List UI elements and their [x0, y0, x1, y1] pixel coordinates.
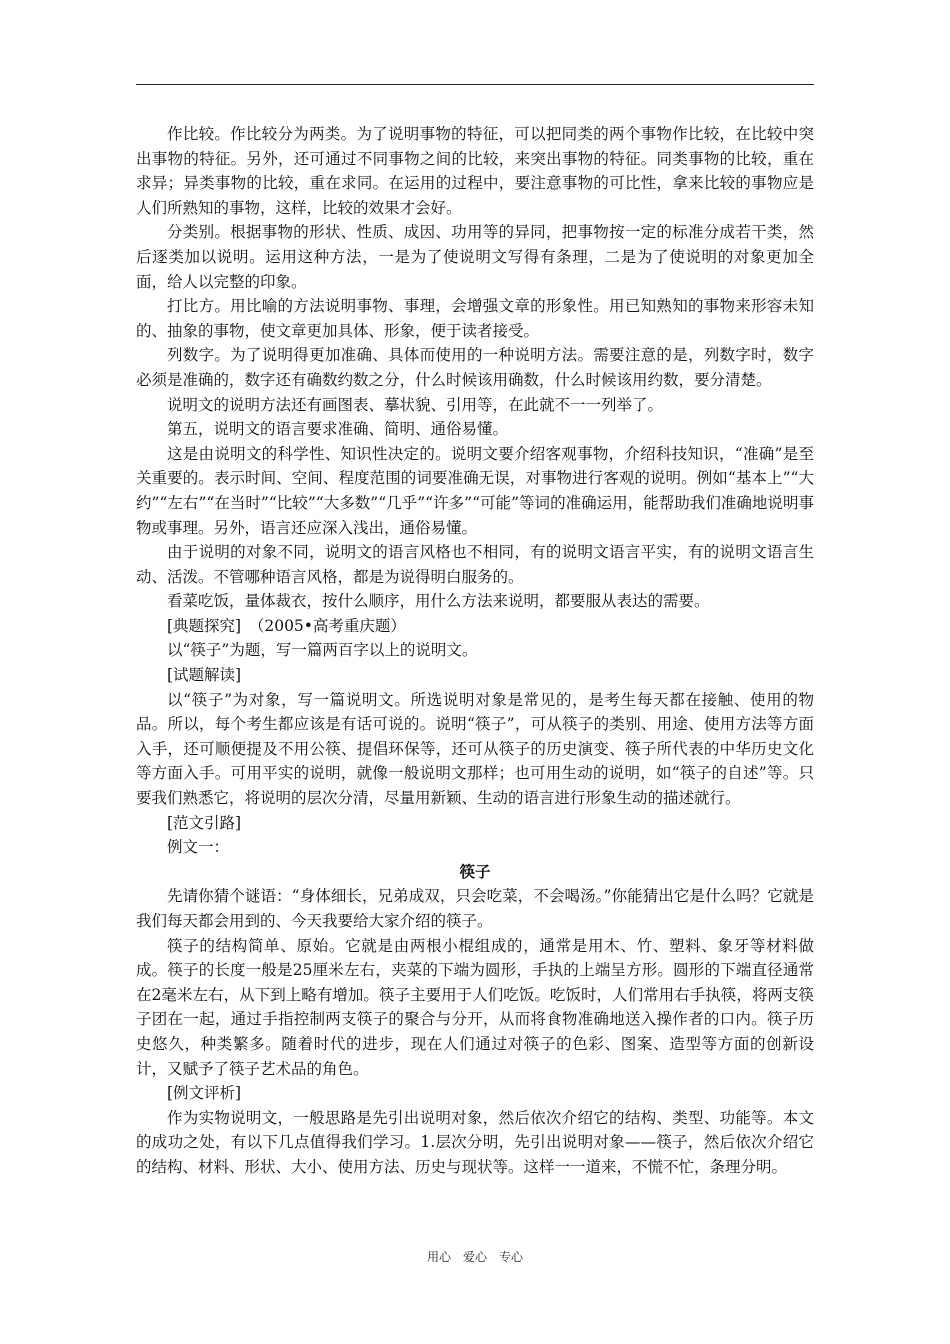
section-label-essay-review: [例文评析] [167, 1084, 242, 1103]
paragraph-language-style: 由于说明的对象不同，说明文的语言风格也不相同，有的说明文语言平实，有的说明文语言生动、活泼。不管哪种语言风格，都是为说得明白服务的。 [136, 543, 814, 586]
paragraph-expression-needs: 看菜吃饭，量体裁衣，按什么顺序，用什么方法来说明，都要服从表达的需要。 [167, 592, 710, 611]
essay-title: 筷子 [459, 862, 491, 881]
paragraph-comparison: 作比较。作比较分为两类。为了说明事物的特征，可以把同类的两个事物作比较，在比较中突出事物的特征。另外，还可通过不同事物之间的比较，来突出事物的特征。同类事物的比较，重在求异；异类事物的比较，重在求同。在运用的过程中，要注意事物的可比性，拿来比较的事物应是人们所熟知的事物，这样，比较的效果才会好。 [136, 125, 814, 217]
header-rule [136, 84, 814, 85]
paragraph-analysis: 以“筷子”为对象，写一篇说明文。所选说明对象是常见的，是考生每天都在接触、使用的物品。所以，每个考生都应该是有话可说的。说明“筷子”，可从筷子的类别、用途、使用方法等方面入手，还可顺便提及不用公筷、提倡环保等，还可从筷子的历史演变、筷子所代表的中华历史文化等方面入手。可用平实的说明，就像一般说明文那样；也可用生动的说明，如“筷子的自述”等。只要我们熟悉它，将说明的层次分清，尽量用新颖、生动的语言进行形象生动的描述就行。 [136, 690, 814, 808]
essay-paragraph-riddle: 先请你猜个谜语：“身体细长，兄弟成双，只会吃菜，不会喝汤。”你能猜出它是什么吗？它就是我们每天都会用到的、今天我要给大家介绍的筷子。 [136, 887, 814, 930]
paragraph-example-one: 例文一： [167, 838, 230, 857]
section-label-typical-question: [典题探究] （2005•高考重庆题） [167, 616, 406, 635]
paragraph-question: 以“筷子”为题，写一篇两百字以上的说明文。 [167, 641, 478, 660]
paragraph-classification: 分类别。根据事物的形状、性质、成因、功用等的异同，把事物按一定的标准分成若干类，然后逐类加以说明。运用这种方法，一是为了使说明文写得有条理，二是为了使说明的对象更加全面，给人以完整的印象。 [136, 223, 814, 291]
page-footer: 用心 爱心 专心 [426, 1250, 523, 1264]
paragraph-point-five: 第五，说明文的语言要求准确、简明、通俗易懂。 [167, 420, 509, 439]
section-label-question-analysis: [试题解读] [167, 666, 242, 685]
paragraph-accuracy: 这是由说明文的科学性、知识性决定的。说明文要介绍客观事物，介绍科技知识，“准确”是至关重要的。表示时间、空间、程度范围的词要准确无误，对事物进行客观的说明。例如“基本上”“大约”“左右”“在当时”“比较”“大多数”“几乎”“许多”“可能”等词的准确运用，能帮助我们准确地说明事物或事理。另外，语言还应深入浅出，通俗易懂。 [136, 444, 814, 537]
page-body [136, 122, 814, 1180]
paragraph-numbers: 列数字。为了说明得更加准确、具体而使用的一种说明方法。需要注意的是，列数字时，数字必须是准确的，数字还有确数约数之分，什么时候该用确数，什么时候该用约数，要分清楚。 [136, 346, 814, 389]
paragraph-metaphor: 打比方。用比喻的方法说明事物、事理，会增强文章的形象性。用已知熟知的事物来形容未知的、抽象的事物，使文章更加具体、形象，便于读者接受。 [136, 297, 814, 340]
paragraph-other-methods: 说明文的说明方法还有画图表、摹状貌、引用等，在此就不一一列举了。 [167, 395, 664, 414]
section-label-model-essay: [范文引路] [167, 813, 242, 832]
paragraph-review: 作为实物说明文，一般思路是先引出说明对象，然后依次介绍它的结构、类型、功能等。本文的成功之处，有以下几点值得我们学习。1.层次分明，先引出说明对象——筷子，然后依次介绍它的结构、材料、形状、大小、使用方法、历史与现状等。这样一一道来，不慌不忙，条理分明。 [136, 1108, 814, 1176]
essay-paragraph-structure: 筷子的结构简单、原始。它就是由两根小棍组成的，通常是用木、竹、塑料、象牙等材料做成。筷子的长度一般是25厘米左右，夹菜的下端为圆形，手执的上端呈方形。圆形的下端直径通常在2毫米左右，从下到上略有增加。筷子主要用于人们吃饭。吃饭时，人们常用右手执筷，将两支筷子团在一起，通过手指控制两支筷子的聚合与分开，从而将食物准确地送入操作者的口内。筷子历史悠久，种类繁多。随着时代的进步，现在人们通过对筷子的色彩、图案、造型等方面的创新设计，又赋予了筷子艺术品的角色。 [136, 936, 814, 1078]
